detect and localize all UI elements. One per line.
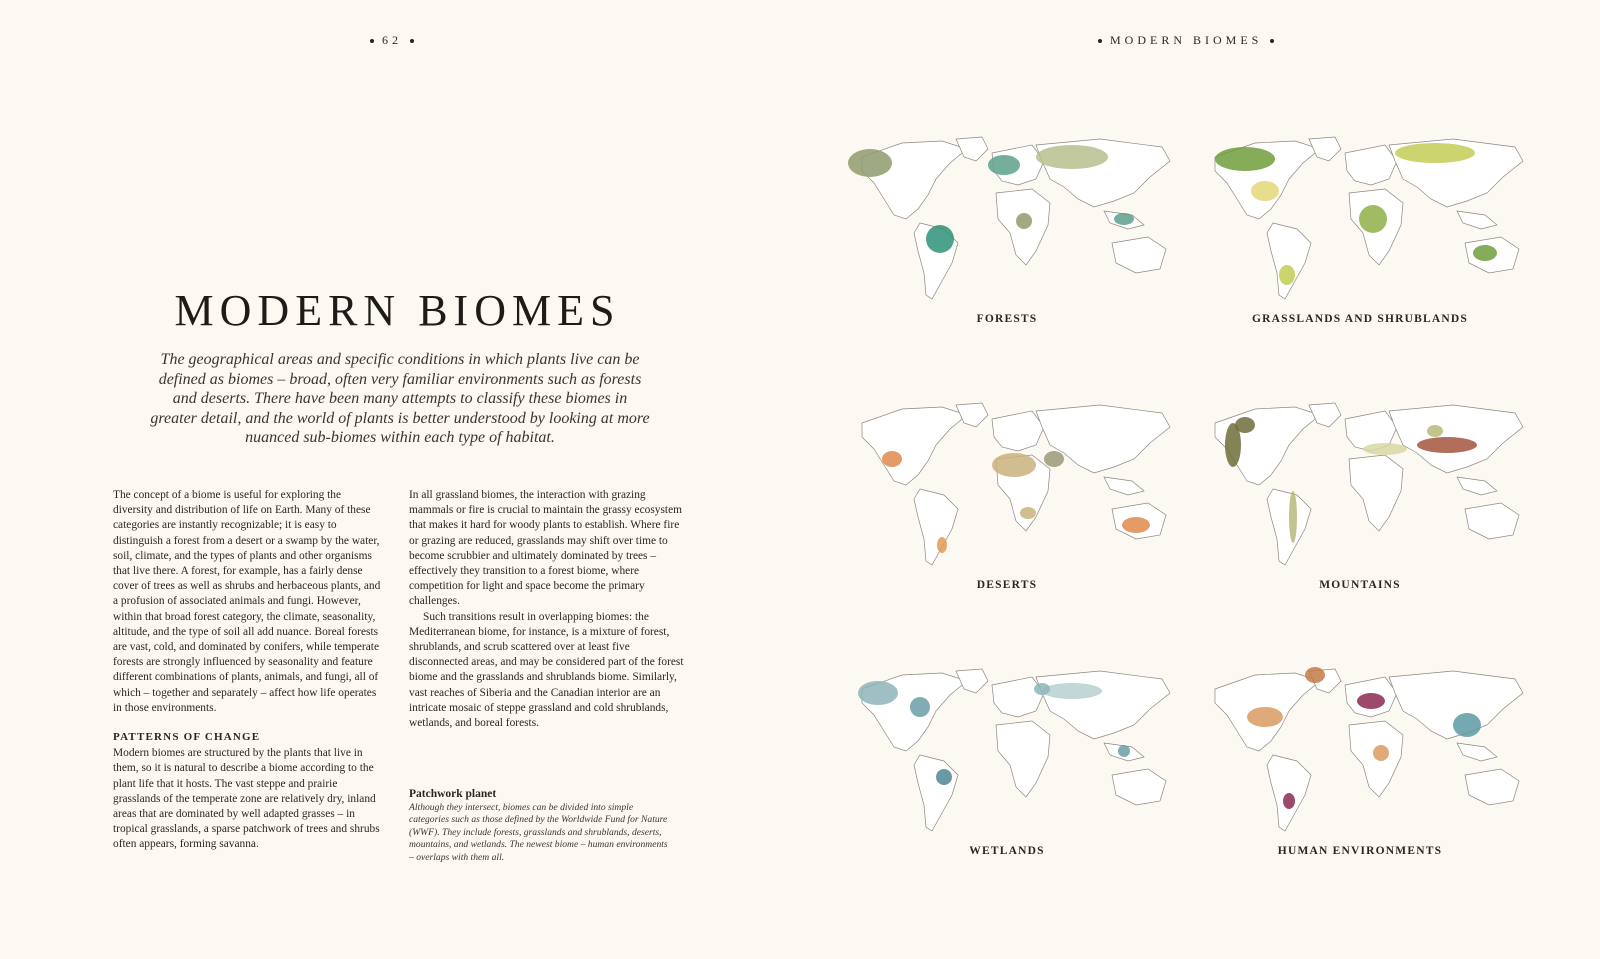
biome-region xyxy=(848,149,892,177)
biome-region xyxy=(1363,443,1407,455)
continent-australia xyxy=(1465,769,1519,805)
continent-australia xyxy=(1112,769,1166,805)
biome-region xyxy=(910,697,930,717)
biome-region xyxy=(1016,213,1032,229)
biome-region xyxy=(1036,145,1108,169)
continent-southeast-asia xyxy=(1457,211,1497,229)
continent-greenland xyxy=(956,403,988,427)
continent-europe xyxy=(1345,145,1397,185)
body-column-left xyxy=(113,488,383,853)
biome-region xyxy=(1289,491,1297,543)
intro-paragraph: The geographical areas and specific conditions in which plants live can be defined as biomes – broad, often very familiar environments such as forests and deserts. There have been many attempts to classify these biomes in greater detail, and the world of plants is better understood by looking at more nuanced sub-biomes within each type of habitat. xyxy=(150,351,650,447)
body-paragraph: In all grassland biomes, the interaction with grazing mammals or fire is crucial to maintain the grassy ecosystem that makes it hard for woody plants to establish. Where fire or grazing are reduced, grasslands may shift over time to become scrubbier and ultimately dominated by trees – effectively they transition to a forest biome, where competition for light and space become the primary challenges. xyxy=(409,489,682,608)
biome-region xyxy=(1235,417,1255,433)
world-map-grasslands xyxy=(1185,135,1535,310)
body-paragraph: The concept of a biome is useful for exploring the diversity and distribution of life on Earth. Many of these categories are instantly recognizable; it is easy to distinguish a forest from a desert or a swamp by the water, soil, climate, and the types of plants and other organisms that live there. A forest, for example, has a fairly dense cover of trees as well as shrubs and herbaceous plants, and a profusion of associated animals and fungi. However, within that broad forest category, the climate, seasonality, altitude, and the type of soil all add nuance. Boreal forests are vast, cold, and dominated by conifers, while temperate forests are strongly influenced by seasonality and feature different combinations of plants, animals, and fungi, all of which – together and separately – affect how life operates in those environments. xyxy=(113,489,381,714)
continent-africa xyxy=(996,721,1050,797)
biome-region xyxy=(1473,245,1497,261)
map-label: HUMAN ENVIRONMENTS xyxy=(1277,845,1443,857)
biome-region xyxy=(1118,745,1130,757)
biome-region xyxy=(1247,707,1283,727)
map-panel-mountains xyxy=(1185,401,1535,631)
continent-europe xyxy=(992,411,1044,451)
continent-africa xyxy=(1349,455,1403,531)
continent-greenland xyxy=(1309,137,1341,161)
biome-region xyxy=(937,537,947,553)
map-label: WETLANDS xyxy=(969,845,1045,857)
map-label: MOUNTAINS xyxy=(1319,579,1401,591)
caption-text: Although they intersect, biomes can be divided into simple categories such as those defined by the Worldwide Fund for Nature (WWF). They include forests, grasslands and shrublands, deserts, mountains, and wetlands. The newest biome – human environments – overlaps with them all. xyxy=(409,802,668,863)
biome-region xyxy=(1279,265,1295,285)
continent-south-america xyxy=(914,489,958,565)
biome-region xyxy=(882,451,902,467)
body-paragraph: Modern biomes are structured by the plants that live in them, so it is natural to describe a biome according to the plant life that it hosts. The vast steppe and prairie grasslands of the temperate zone are relatively dry, inland areas that are dominated by well adapted grasses – in tropical grasslands, a sparse patchwork of trees and shrubs often appears, forming savanna. xyxy=(113,747,380,851)
continent-south-america xyxy=(1267,223,1311,299)
biome-region xyxy=(988,155,1020,175)
biome-region xyxy=(936,769,952,785)
running-head-text: MODERN BIOMES xyxy=(1110,33,1263,47)
biome-region xyxy=(858,681,898,705)
biome-region xyxy=(1122,517,1150,533)
biome-region xyxy=(926,225,954,253)
world-map-deserts xyxy=(832,401,1182,576)
continent-southeast-asia xyxy=(1457,743,1497,761)
biome-region xyxy=(1357,693,1385,709)
continent-south-america xyxy=(914,755,958,831)
biome-region xyxy=(1427,425,1443,437)
continent-north-america xyxy=(862,407,967,485)
biome-region xyxy=(1020,507,1036,519)
continent-south-america xyxy=(1267,489,1311,565)
figure-caption xyxy=(409,788,669,864)
biome-region xyxy=(992,453,1036,477)
continent-europe xyxy=(992,677,1044,717)
continent-greenland xyxy=(956,669,988,693)
page-number-text: 62 xyxy=(382,33,402,47)
map-panel-wetlands xyxy=(832,667,1182,897)
page-number xyxy=(362,33,422,48)
continent-australia xyxy=(1112,237,1166,273)
biome-region xyxy=(1417,437,1477,453)
continent-southeast-asia xyxy=(1104,477,1144,495)
map-panel-grasslands xyxy=(1185,135,1535,365)
biome-region xyxy=(1042,683,1102,699)
continent-australia xyxy=(1465,503,1519,539)
folio-dot xyxy=(1270,39,1274,43)
biome-region xyxy=(1251,181,1279,201)
world-map-human-environments xyxy=(1185,667,1535,842)
folio-dot xyxy=(410,39,414,43)
biome-region xyxy=(1114,213,1134,225)
biome-region xyxy=(1373,745,1389,761)
map-panel-forests xyxy=(832,135,1182,365)
page-title: MODERN BIOMES xyxy=(174,286,621,335)
continent-southeast-asia xyxy=(1457,477,1497,495)
body-paragraph: Such transitions result in overlapping biomes: the Mediterranean biome, for instance, is a mixture of forest, shrublands, and scrub scattered over at least five disconnected areas, and may be considered part of the forest biome and the grasslands and shrublands biome. Similarly, vast reaches of Siberia and the Canadian interior are an intricate mosaic of steppe grassland and cold shrublands, wetlands, and boreal forests. xyxy=(409,610,684,730)
running-head xyxy=(1090,33,1282,48)
caption-title: Patchwork planet xyxy=(409,788,497,800)
folio-dot xyxy=(1098,39,1102,43)
world-map-mountains xyxy=(1185,401,1535,576)
biome-region xyxy=(1453,713,1481,737)
map-label: FORESTS xyxy=(976,313,1038,325)
map-panel-human-environments xyxy=(1185,667,1535,897)
biome-region xyxy=(1034,683,1050,695)
world-map-forests xyxy=(832,135,1182,310)
continent-asia xyxy=(1036,671,1170,739)
biome-region xyxy=(1283,793,1295,809)
map-label: DESERTS xyxy=(976,579,1038,591)
map-panel-deserts xyxy=(832,401,1182,631)
continent-greenland xyxy=(956,137,988,161)
folio-dot xyxy=(370,39,374,43)
world-map-wetlands xyxy=(832,667,1182,842)
body-column-right xyxy=(409,488,689,731)
biome-region xyxy=(1215,147,1275,171)
biome-region xyxy=(1044,451,1064,467)
section-subhead: PATTERNS OF CHANGE xyxy=(113,731,261,744)
biome-region xyxy=(1395,143,1475,163)
map-label: GRASSLANDS AND SHRUBLANDS xyxy=(1252,313,1468,325)
biome-region xyxy=(1305,667,1325,683)
continent-greenland xyxy=(1309,403,1341,427)
biome-region xyxy=(1359,205,1387,233)
